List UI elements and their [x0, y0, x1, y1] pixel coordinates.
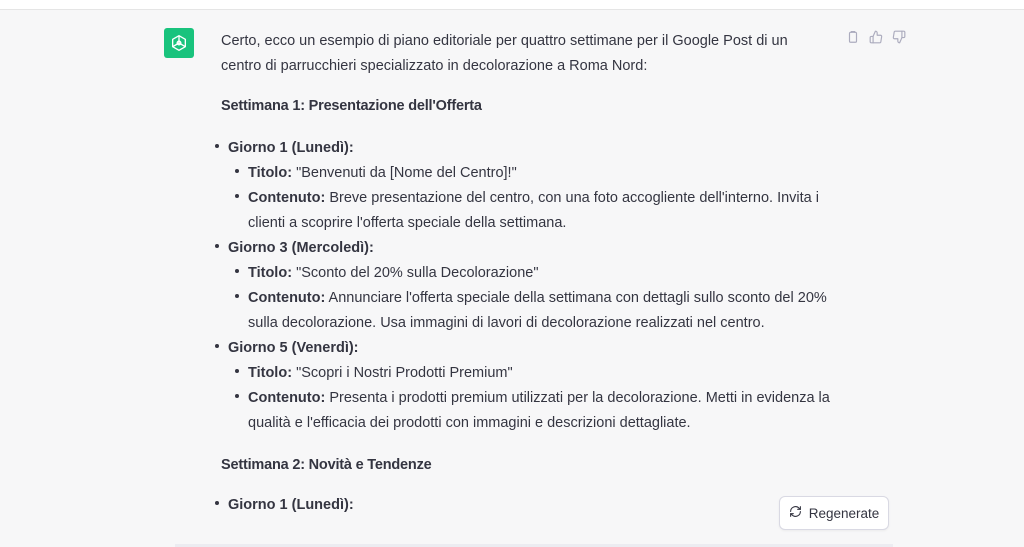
list-item: Titolo: "Scopri i Nostri Prodotti Premium"	[248, 361, 831, 386]
openai-logo-icon	[169, 33, 189, 53]
week1-heading: Settimana 1: Presentazione dell'Offerta	[221, 98, 482, 114]
refresh-icon	[789, 505, 802, 521]
list-item	[228, 336, 831, 436]
thumbs-up-icon[interactable]	[869, 30, 883, 44]
week2-days-list	[221, 493, 831, 518]
day-label: Giorno 3 (Mercoledì):	[228, 240, 374, 256]
day-label: Giorno 5 (Venerdì):	[228, 340, 359, 356]
list-item	[228, 136, 831, 236]
assistant-avatar	[164, 28, 194, 58]
list-item: Titolo: "Benvenuti da [Nome del Centro]!"	[248, 161, 831, 186]
day-label: Giorno 1 (Lunedì):	[228, 140, 354, 156]
list-item: Contenuto: Annunciare l'offerta speciale della settimana con dettagli sullo sconto del 20% sulla decolorazione. Usa immagini di lavori di decolorazione realizzati nel centro.	[248, 286, 831, 336]
list-item: Contenuto: Breve presentazione del centro, con una foto accogliente dell'interno. Invita i clienti a scoprire l'offerta speciale della settimana.	[248, 186, 831, 236]
list-item: Contenuto: Presenta i prodotti premium utilizzati per la decolorazione. Metti in evidenza la qualità e l'efficacia dei prodotti con immagini e descrizioni dettagliate.	[248, 386, 831, 436]
regenerate-label: Regenerate	[808, 505, 880, 521]
top-divider	[0, 0, 1024, 10]
list-item	[228, 493, 831, 518]
list-item: Titolo: "Sconto del 20% sulla Decolorazione"	[248, 261, 831, 286]
list-item	[228, 236, 831, 336]
day-label: Giorno 1 (Lunedì):	[228, 497, 354, 513]
message-actions	[846, 30, 906, 44]
assistant-message	[221, 29, 831, 518]
week1-days-list	[221, 136, 831, 436]
intro-text: Certo, ecco un esempio di piano editoriale per quattro settimane per il Google Post di un centro di parrucchieri specializzato in decolorazione a Roma Nord:	[221, 33, 788, 74]
regenerate-button[interactable]	[779, 496, 889, 530]
week2-heading: Settimana 2: Novità e Tendenze	[221, 457, 432, 473]
thumbs-down-icon[interactable]	[892, 30, 906, 44]
clipboard-icon[interactable]	[846, 30, 860, 44]
